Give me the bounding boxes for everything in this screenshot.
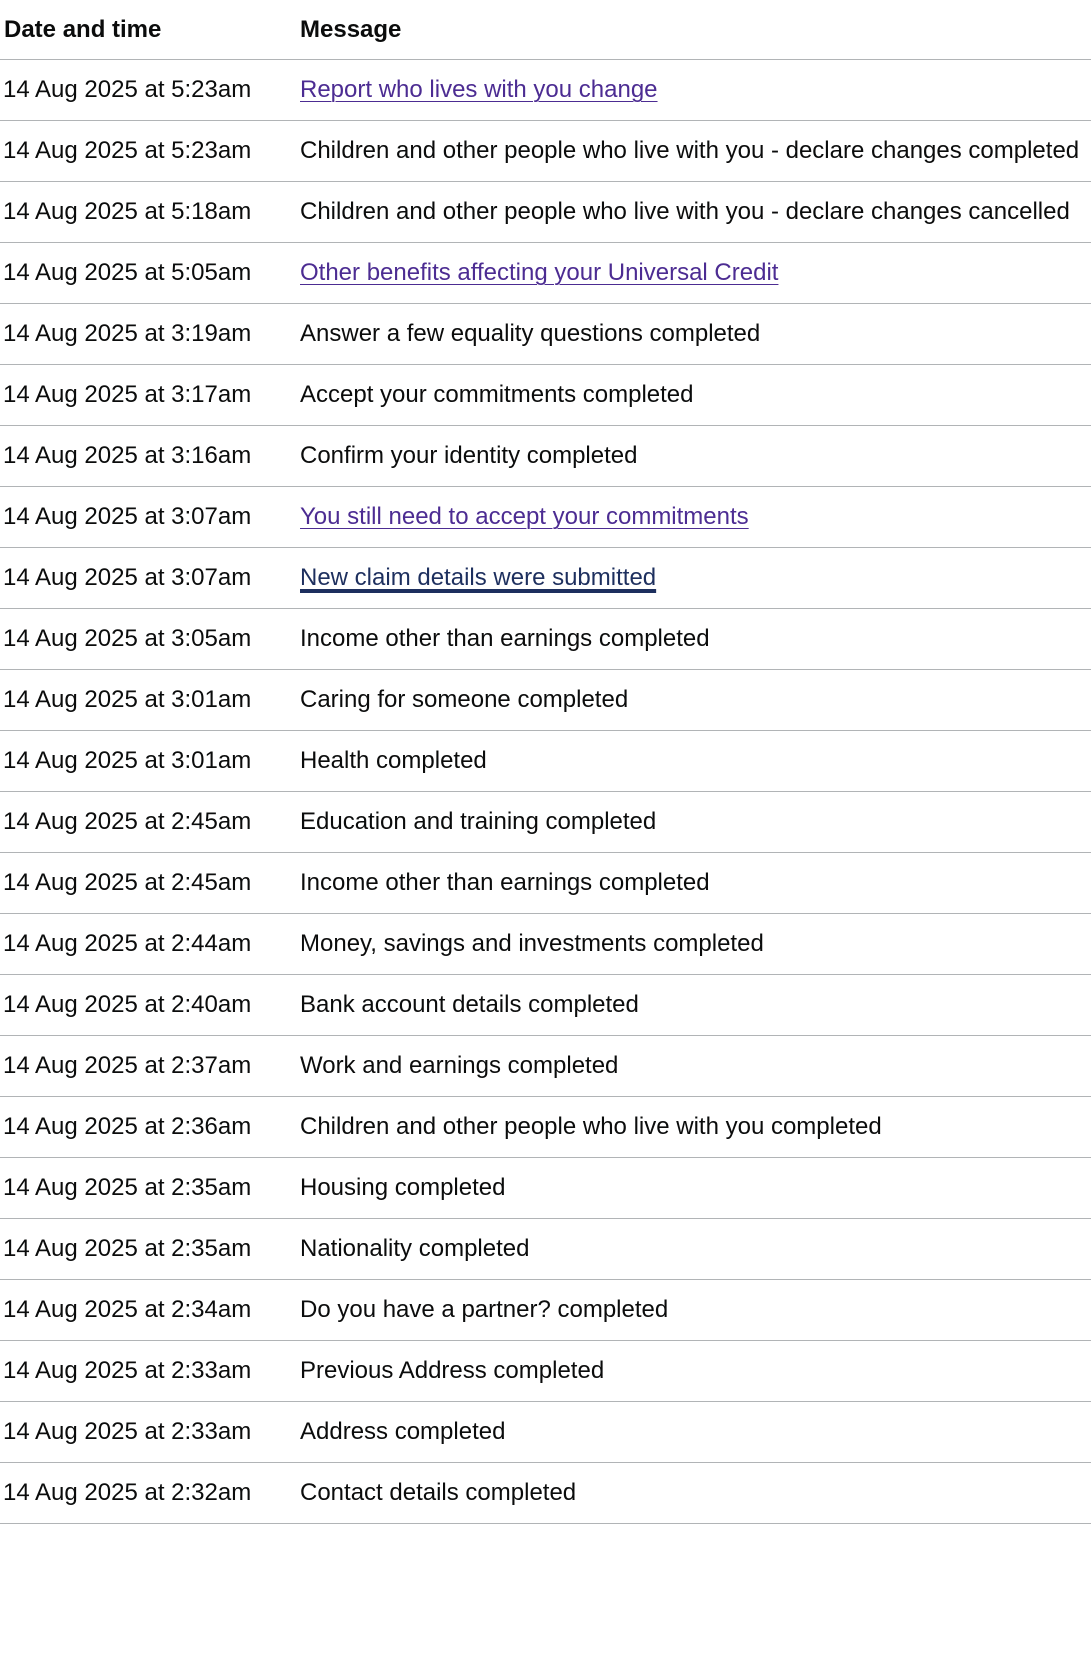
- date-cell: 14 Aug 2025 at 2:35am: [0, 1158, 300, 1219]
- table-row: [0, 121, 1091, 182]
- message-cell: Accept your commitments completed: [300, 365, 1091, 426]
- date-cell: 14 Aug 2025 at 5:23am: [0, 121, 300, 182]
- message-cell: Children and other people who live with you - declare changes cancelled: [300, 182, 1091, 243]
- message-cell: Money, savings and investments completed: [300, 914, 1091, 975]
- table-row: [0, 365, 1091, 426]
- table-row: [0, 1463, 1091, 1524]
- message-cell: Caring for someone completed: [300, 670, 1091, 731]
- date-cell: 14 Aug 2025 at 2:33am: [0, 1402, 300, 1463]
- message-link[interactable]: You still need to accept your commitments: [300, 503, 749, 530]
- table-row: [0, 304, 1091, 365]
- message-link[interactable]: New claim details were submitted: [300, 564, 657, 591]
- date-cell: 14 Aug 2025 at 2:34am: [0, 1280, 300, 1341]
- table-row: [0, 243, 1091, 304]
- message-cell: Bank account details completed: [300, 975, 1091, 1036]
- date-cell: 14 Aug 2025 at 3:01am: [0, 731, 300, 792]
- date-cell: 14 Aug 2025 at 2:45am: [0, 792, 300, 853]
- table-row: [0, 1158, 1091, 1219]
- table-row: [0, 1097, 1091, 1158]
- table-row: [0, 1402, 1091, 1463]
- date-cell: 14 Aug 2025 at 5:23am: [0, 60, 300, 121]
- date-cell: 14 Aug 2025 at 2:45am: [0, 853, 300, 914]
- date-cell: 14 Aug 2025 at 2:40am: [0, 975, 300, 1036]
- table-row: [0, 426, 1091, 487]
- message-cell: [300, 487, 1091, 548]
- message-cell: Answer a few equality questions completed: [300, 304, 1091, 365]
- table-row: [0, 670, 1091, 731]
- message-link[interactable]: Report who lives with you change: [300, 76, 658, 103]
- table-row: [0, 975, 1091, 1036]
- table-row: [0, 1341, 1091, 1402]
- table-row: [0, 182, 1091, 243]
- header-row: [0, 0, 1091, 60]
- table-row: [0, 487, 1091, 548]
- message-cell: [300, 548, 1091, 609]
- message-link[interactable]: Other benefits affecting your Universal Credit: [300, 259, 779, 286]
- message-cell: Health completed: [300, 731, 1091, 792]
- table-row: [0, 1280, 1091, 1341]
- date-cell: 14 Aug 2025 at 3:16am: [0, 426, 300, 487]
- message-cell: Address completed: [300, 1402, 1091, 1463]
- table-row: [0, 60, 1091, 121]
- message-cell: Previous Address completed: [300, 1341, 1091, 1402]
- date-cell: 14 Aug 2025 at 3:19am: [0, 304, 300, 365]
- message-cell: Children and other people who live with you completed: [300, 1097, 1091, 1158]
- table-row: [0, 1219, 1091, 1280]
- date-cell: 14 Aug 2025 at 2:36am: [0, 1097, 300, 1158]
- message-cell: Do you have a partner? completed: [300, 1280, 1091, 1341]
- table-row: [0, 548, 1091, 609]
- table-row: [0, 792, 1091, 853]
- message-cell: Housing completed: [300, 1158, 1091, 1219]
- table-header: [0, 0, 1091, 60]
- date-cell: 14 Aug 2025 at 2:35am: [0, 1219, 300, 1280]
- date-cell: 14 Aug 2025 at 3:17am: [0, 365, 300, 426]
- date-cell: 14 Aug 2025 at 2:37am: [0, 1036, 300, 1097]
- date-cell: 14 Aug 2025 at 3:07am: [0, 487, 300, 548]
- date-cell: 14 Aug 2025 at 2:44am: [0, 914, 300, 975]
- message-cell: [300, 243, 1091, 304]
- date-cell: 14 Aug 2025 at 3:01am: [0, 670, 300, 731]
- message-cell: Income other than earnings completed: [300, 609, 1091, 670]
- message-cell: Contact details completed: [300, 1463, 1091, 1524]
- message-cell: Education and training completed: [300, 792, 1091, 853]
- table-body: [0, 60, 1091, 1524]
- message-cell: Income other than earnings completed: [300, 853, 1091, 914]
- table-row: [0, 914, 1091, 975]
- date-cell: 14 Aug 2025 at 5:05am: [0, 243, 300, 304]
- date-cell: 14 Aug 2025 at 5:18am: [0, 182, 300, 243]
- message-column-header: Message: [300, 0, 1091, 60]
- table-row: [0, 1036, 1091, 1097]
- date-cell: 14 Aug 2025 at 2:33am: [0, 1341, 300, 1402]
- message-cell: Work and earnings completed: [300, 1036, 1091, 1097]
- message-cell: Nationality completed: [300, 1219, 1091, 1280]
- table-row: [0, 853, 1091, 914]
- message-cell: Confirm your identity completed: [300, 426, 1091, 487]
- table-row: [0, 731, 1091, 792]
- date-cell: 14 Aug 2025 at 2:32am: [0, 1463, 300, 1524]
- date-column-header: Date and time: [0, 0, 300, 60]
- table-row: [0, 609, 1091, 670]
- message-cell: Children and other people who live with you - declare changes completed: [300, 121, 1091, 182]
- message-cell: [300, 60, 1091, 121]
- date-cell: 14 Aug 2025 at 3:05am: [0, 609, 300, 670]
- date-cell: 14 Aug 2025 at 3:07am: [0, 548, 300, 609]
